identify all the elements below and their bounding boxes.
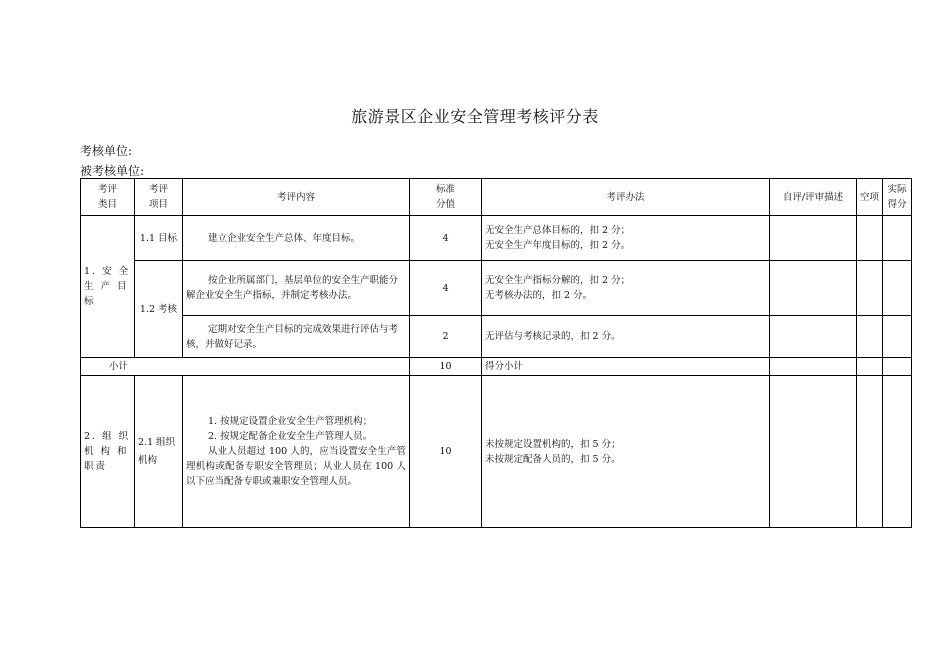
actual-score-cell[interactable]	[883, 261, 912, 316]
blank-cell[interactable]	[857, 316, 883, 358]
method-cell: 无安全生产指标分解的，扣 2 分； 无考核办法的，扣 2 分。	[482, 261, 770, 316]
header-row	[81, 179, 912, 216]
subtotal-label: 小计	[81, 358, 410, 376]
category-cell: 2. 组 织 机 构 和 职责	[81, 376, 135, 528]
score-cell: 4	[410, 261, 482, 316]
score-cell: 10	[410, 376, 482, 528]
blank-cell[interactable]	[857, 261, 883, 316]
table-row	[81, 216, 912, 261]
blank-cell[interactable]	[857, 376, 883, 528]
header-content: 考评内容	[183, 179, 410, 216]
self-eval-cell[interactable]	[770, 358, 857, 376]
self-eval-cell[interactable]	[770, 316, 857, 358]
actual-score-cell[interactable]	[883, 216, 912, 261]
content-cell: 按企业所属部门，基层单位的安全生产职能分解企业安全生产指标，并制定考核办法。	[183, 261, 410, 316]
assessment-table	[80, 178, 912, 528]
item-cell: 1.1 目标	[135, 216, 183, 261]
item-cell: 2.1 组织 机构	[135, 376, 183, 528]
category-cell: 1. 安 全 生 产 目 标	[81, 216, 135, 358]
header-category: 考评 类目	[81, 179, 135, 216]
header-blank: 空项	[857, 179, 883, 216]
actual-score-cell[interactable]	[883, 358, 912, 376]
item-cell: 1.2 考核	[135, 261, 183, 358]
content-cell	[183, 376, 410, 528]
content-line: 2. 按规定配备企业安全生产管理人员。	[208, 431, 373, 442]
table-row	[81, 376, 912, 528]
table-row	[81, 261, 912, 316]
header-item: 考评 项目	[135, 179, 183, 216]
header-self-eval: 自评/评审描述	[770, 179, 857, 216]
content-line: 从业人员超过 100 人的，应当设置安全生产管理机构或配备专职安全管理员；从业人员在 100 人以下应当配备专职或兼职安全管理人员。	[186, 446, 406, 487]
self-eval-cell[interactable]	[770, 376, 857, 528]
content-cell: 建立企业安全生产总体、年度目标。	[183, 216, 410, 261]
subtotal-method: 得分小计	[482, 358, 770, 376]
actual-score-cell[interactable]	[883, 316, 912, 358]
assessed-unit-label: 被考核单位:	[80, 164, 145, 178]
content-line: 1. 按规定设置企业安全生产管理机构；	[208, 416, 373, 427]
method-cell: 无评估与考核记录的，扣 2 分。	[482, 316, 770, 358]
header-method: 考评办法	[482, 179, 770, 216]
blank-cell[interactable]	[857, 216, 883, 261]
header-actual: 实际 得分	[883, 179, 912, 216]
score-cell: 4	[410, 216, 482, 261]
self-eval-cell[interactable]	[770, 261, 857, 316]
blank-cell[interactable]	[857, 358, 883, 376]
table-row	[81, 316, 912, 358]
self-eval-cell[interactable]	[770, 216, 857, 261]
content-cell: 定期对安全生产目标的完成效果进行评估与考核，并做好记录。	[183, 316, 410, 358]
method-cell: 无安全生产总体目标的，扣 2 分； 无安全生产年度目标的，扣 2 分。	[482, 216, 770, 261]
method-cell: 未按规定设置机构的，扣 5 分； 未按规定配备人员的，扣 5 分。	[482, 376, 770, 528]
header-score: 标准 分值	[410, 179, 482, 216]
score-cell: 2	[410, 316, 482, 358]
subtotal-row	[81, 358, 912, 376]
page-title: 旅游景区企业安全管理考核评分表	[351, 107, 599, 126]
actual-score-cell[interactable]	[883, 376, 912, 528]
subtotal-score: 10	[410, 358, 482, 376]
assessing-unit-label: 考核单位:	[80, 144, 133, 158]
